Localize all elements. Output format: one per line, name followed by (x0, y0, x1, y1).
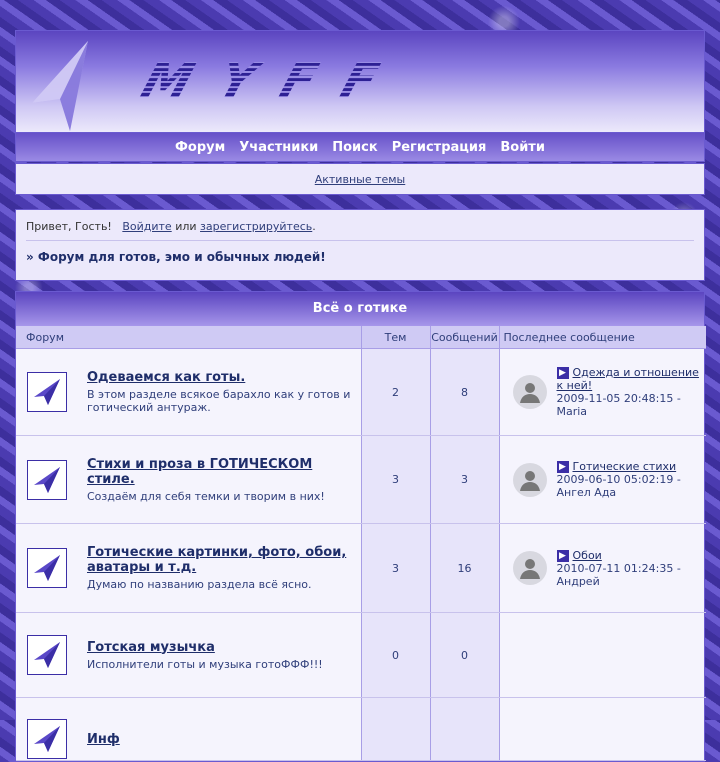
col-last-post: Последнее сообщение (499, 326, 706, 349)
main-navigation (15, 133, 705, 162)
col-forum: Форум (16, 326, 361, 349)
last-post-user: Андрей (556, 574, 600, 588)
forum-info (17, 457, 360, 503)
go-to-post-icon[interactable]: ▶ (557, 367, 569, 379)
topic-count: 2 (361, 349, 430, 436)
forum-title-link[interactable]: Инф (87, 731, 120, 747)
or-text: или (175, 220, 197, 233)
go-to-post-icon[interactable]: ▶ (557, 461, 569, 473)
paper-plane-logo-icon (30, 41, 110, 131)
avatar[interactable] (513, 463, 547, 497)
nav-forum[interactable]: Форум (175, 139, 226, 155)
site-logo-text[interactable]: MYFF (134, 53, 414, 109)
col-topics: Тем (361, 326, 430, 349)
site-header (15, 30, 705, 133)
forum-title-link[interactable]: Стихи и проза в ГОТИЧЕСКОМ стиле. (87, 456, 313, 487)
forum-cell (16, 613, 361, 698)
table-row (16, 524, 706, 613)
forum-table (16, 326, 706, 761)
post-count (430, 698, 499, 761)
forum-cell (16, 349, 361, 436)
last-post (501, 549, 706, 588)
breadcrumb[interactable]: » Форум для готов, эмо и обычных людей! (26, 250, 326, 264)
last-post-cell (499, 436, 706, 524)
forum-title-link[interactable]: Готская музычка (87, 639, 215, 655)
forum-plane-icon (27, 372, 67, 412)
avatar[interactable] (513, 375, 547, 409)
go-to-post-icon[interactable]: ▶ (557, 550, 569, 562)
table-header-row (16, 326, 706, 349)
table-row (16, 698, 706, 761)
sub-navigation (15, 163, 705, 195)
forum-plane-icon (27, 460, 67, 500)
forum-plane-icon (27, 635, 67, 675)
nav-login[interactable]: Войти (500, 139, 545, 155)
last-post-date: 2009-11-05 20:48:15 - (556, 392, 681, 405)
forum-info (17, 699, 360, 759)
forum-description: Создаём для себя темки и творим в них! (87, 489, 325, 503)
avatar[interactable] (513, 551, 547, 585)
post-count: 0 (430, 613, 499, 698)
last-post-cell (499, 349, 706, 436)
last-post-user: Maria (556, 405, 588, 418)
last-post-cell (499, 524, 706, 613)
forum-cell (16, 524, 361, 613)
last-post (501, 460, 706, 499)
last-post-cell (499, 698, 706, 761)
forum-info (17, 635, 360, 675)
active-topics-link[interactable]: Активные темы (314, 172, 406, 186)
table-row (16, 436, 706, 524)
greeting-text: Привет, Гость! (26, 220, 112, 233)
post-count: 8 (430, 349, 499, 436)
post-count: 3 (430, 436, 499, 524)
forum-description: Исполнители готы и музыка готоФФФ!!! (87, 657, 323, 671)
forum-cell (16, 698, 361, 761)
forum-title-link[interactable]: Одеваемся как готы. (87, 370, 246, 385)
page-wrapper (15, 30, 705, 762)
login-link[interactable]: Войдите (122, 220, 172, 233)
forum-plane-icon (27, 548, 67, 588)
category-title[interactable]: Всё о готике (16, 292, 704, 326)
table-row (16, 349, 706, 436)
last-post-link[interactable]: Одежда и отношение к ней! (556, 366, 699, 392)
topic-count (361, 698, 430, 761)
last-post-date: 2009-06-10 05:02:19 - (556, 473, 681, 486)
topic-count: 3 (361, 436, 430, 524)
forum-description: Думаю по названию раздела всё ясно. (87, 578, 312, 591)
forum-cell (16, 436, 361, 524)
last-post-link[interactable]: Обои (572, 548, 602, 562)
topic-count: 0 (361, 613, 430, 698)
post-count: 16 (430, 524, 499, 613)
nav-members[interactable]: Участники (239, 139, 319, 155)
nav-search[interactable]: Поиск (332, 139, 378, 155)
forum-info (17, 370, 360, 414)
last-post-user: Ангел Ада (556, 486, 617, 499)
welcome-line (26, 210, 694, 241)
last-post-date: 2010-07-11 01:24:35 - (556, 561, 681, 575)
table-row (16, 613, 706, 698)
welcome-box (15, 209, 705, 281)
category-block (15, 291, 705, 762)
last-post-cell (499, 613, 706, 698)
period-text: . (312, 220, 316, 233)
last-post-link[interactable]: Готические стихи (572, 460, 677, 473)
last-post (501, 366, 706, 418)
register-link[interactable]: зарегистрируйтесь (200, 220, 313, 233)
forum-plane-icon (27, 719, 67, 759)
topic-count: 3 (361, 524, 430, 613)
forum-info (17, 545, 360, 591)
forum-title-link[interactable]: Готические картинки, фото, обои, аватары и т.д. (87, 545, 347, 575)
forum-description: В этом разделе всякое барахло как у готов и готический антураж. (87, 388, 351, 414)
nav-register[interactable]: Регистрация (391, 139, 487, 155)
col-posts: Сообщений (430, 326, 499, 349)
